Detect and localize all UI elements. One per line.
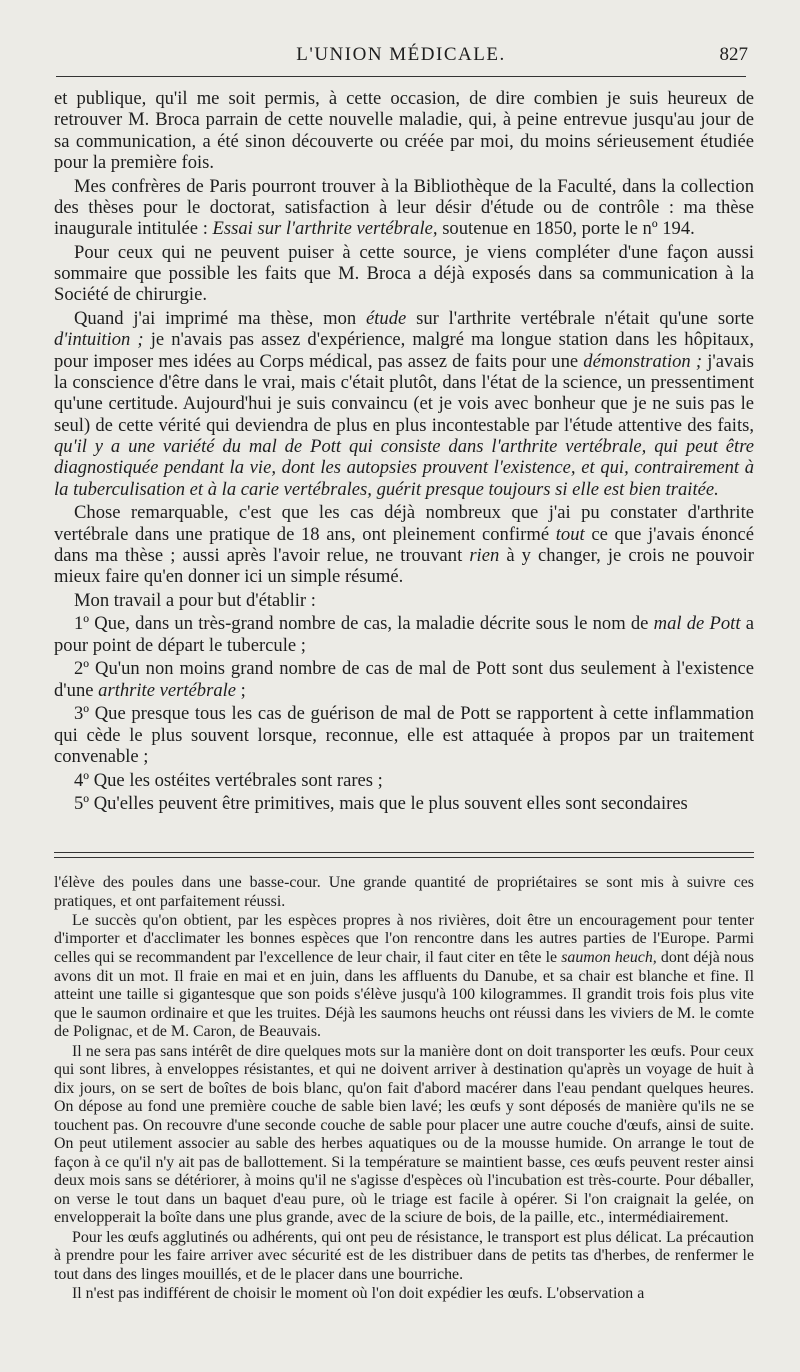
text-run: je n'avais pas assez d'expérience, malgré ma longue station dans les hôpitaux, pour imposer mes idées au Corps médical, pas assez de faits pour une (54, 329, 754, 372)
paragraph-1 (54, 88, 754, 173)
text-run: 5º Qu'elles peuvent être primitives, mais que le plus souvent elles sont secondaires (74, 793, 688, 815)
text-run: l'élève des poules dans une basse-cour. Une grande quantité de propriétaires se sont mis à suivre ces pratiques, et ont parfaitement réussi. (54, 874, 754, 910)
text-run: 4º Que les ostéites vertébrales sont rares ; (74, 769, 383, 791)
paragraph-6 (54, 590, 754, 611)
list-item-1 (54, 613, 754, 656)
text-run: j'avais la conscience d'être dans le vrai, mais c'était plutôt, dans l'état de la science, un pressentiment qu'une certitude. Aujourd'hui je suis convaincu (et je vois avec bonheur que je ne suis pas le seul) de cette vérité qui deviendra de plus en plus incontestable par l'étude attentive des faits, (54, 350, 754, 436)
text-run: Pour les œufs agglutinés ou adhérents, qui ont peu de résistance, le transport est plus délicat. La précaution à prendre pour les faire arriver avec sécurité est de les distribuer dans de petits tas d'herbes, de renfermer le tout dans des linges mouillés, et de le placer dans une bourriche. (54, 1228, 754, 1283)
list-item-4 (54, 770, 754, 791)
text-run: Quand j'ai imprimé ma thèse, mon (74, 308, 367, 330)
italic-run: tout (555, 523, 585, 545)
text-run: Mes confrères de Paris pourront trouver à la Bibliothèque de la Faculté, dans la collection des thèses pour le doctorat, satisfaction à leur désir d'étude ou de contrôle : ma thèse inaugurale intitulée : (54, 175, 754, 240)
paragraph-2 (54, 176, 754, 240)
text-run: Il ne sera pas sans intérêt de dire quelques mots sur la manière dont on doit transporter les œufs. Pour ceux qui sont libres, à enveloppes résistantes, et qui ne doivent arriver à destination qu'après un voyage de huit à dix jours, on se sert de boîtes de bois blanc, qu'on fait d'abord macérer dans l'eau pendant quelques heures. On dépose au fond une première couche de sable bien lavé; les œufs y sont déposés de manière qu'ils ne se touchent pas. On recouvre d'une seconde couche de sable pour placer une autre couche d'œufs, ainsi de suite. On peut utilement associer au sable des herbes aquatiques ou de la mousse humide. On arrange le tout de façon à ce qu'il n'y ait pas de ballottement. Si la température se maintient basse, ces œufs peuvent rester ainsi deux mois sans se détériorer, à moins qu'il ne s'agisse d'espèces où l'incubation est très-courte. Pour déballer, on verse le tout dans un baquet d'eau pure, où le triage est facile à opérer. Si l'on craignait la gelée, on envelopperait la boîte dans une plus grande, avec de la sciure de bois, de la paille, etc., intermédiairement. (54, 1042, 754, 1227)
paragraph-3 (54, 242, 754, 306)
text-run: soutenue en 1850, porte le nº 194. (437, 218, 695, 240)
paragraph-5 (54, 502, 754, 587)
italic-run: arthrite vertébrale (98, 679, 237, 701)
page-header (52, 44, 750, 72)
text-run: à y changer, je crois ne pouvoir mieux faire qu'en donner ici un simple résumé. (54, 544, 754, 588)
text-run: 1º Que, dans un très-grand nombre de cas, la maladie décrite sous le nom de (74, 613, 654, 635)
thesis-title: Essai sur l'arthrite vertébrale, (212, 218, 438, 240)
running-title: L'UNION MÉDICALE. (296, 44, 506, 65)
text-run: Pour ceux qui ne peuvent puiser à cette source, je viens compléter d'une façon aussi sommaire que possible les faits que M. Broca a déjà exposés dans sa communication à la Société de chirurgie. (54, 241, 754, 306)
italic-run: démonstration ; (583, 350, 703, 372)
page-number: 827 (719, 44, 748, 65)
text-run: ce que j'avais énoncé dans ma thèse ; aussi après l'avoir relue, ne trouvant (54, 523, 754, 566)
main-text (54, 88, 754, 817)
list-item-2 (54, 658, 754, 701)
note-paragraph-4 (54, 1229, 754, 1285)
list-item-3 (54, 703, 754, 767)
text-run: dont déjà nous avons dit un mot. Il fraie en mai et en juin, dans les affluents du Danube, et sa chair est blanche et fine. Il atteint une taille si gigantesque que son poids s'élève jusqu'à 100 kilogrammes. Il grandit trois fois plus vite que le saumon ordinaire et que les truites. Déjà les saumons heuchs ont réussi dans les viviers de M. le comte de Polignac, et de M. Caron, de Beauvais. (54, 948, 754, 1041)
text-run: Mon travail a pour but d'établir : (74, 589, 316, 611)
italic-run: mal de Pott (653, 613, 741, 635)
italic-run: étude (366, 308, 407, 330)
note-paragraph-5 (54, 1285, 754, 1304)
text-run: Il n'est pas indifférent de choisir le moment où l'on doit expédier les œufs. L'observation a (72, 1285, 645, 1303)
list-item-5 (54, 793, 754, 814)
feuilleton-separator (54, 852, 754, 858)
paragraph-4 (54, 308, 754, 500)
text-run: 3º Que presque tous les cas de guérison de mal de Pott se rapportent à cette inflammation qui cède le plus souvent lorsque, reconnue, elle est attaquée à propos par un traitement convenable ; (54, 703, 754, 768)
text-run: 2º Qu'un non moins grand nombre de cas de mal de Pott sont dus seulement à l'existence d'une (54, 658, 754, 701)
header-rule (56, 76, 746, 77)
italic-run: qu'il y a une variété du mal de Pott qui consiste dans l'arthrite vertébrale, qui peut être diagnostiquée pendant la vie, dont les autopsies prouvent l'existence, et qui, contrairement à la tuberculisation et à la carie vertébrales, guérit presque toujours si elle est bien traitée. (54, 435, 754, 500)
note-paragraph-2 (54, 912, 754, 1042)
text-run: Chose remarquable, c'est que les cas déjà nombreux que j'ai pu constater d'arthrite vertébrale dans une pratique de 18 ans, ont pleinement confirmé (54, 502, 754, 545)
italic-run: saumon heuch, (561, 948, 657, 966)
text-run: Le succès qu'on obtient, par les espèces propres à nos rivières, doit être un encouragement pour tenter d'importer et d'acclimater les bonnes espèces que l'on rencontre dans les autres parties de l'Europe. Parmi celles qui se recommandent par l'excellence de leur chair, il faut citer en tête le (54, 911, 754, 966)
italic-run: d'intuition ; (54, 329, 144, 351)
feuilleton-text (54, 874, 754, 1305)
italic-run: rien (469, 544, 500, 566)
text-run: et publique, qu'il me soit permis, à cette occasion, de dire combien je suis heureux de retrouver M. Broca parrain de cette nouvelle maladie, qui, à peine entrevue jusqu'au jour de sa communication, a été sinon découverte ou créée par moi, du moins sérieusement étudiée pour la première fois. (54, 88, 754, 173)
text-run: sur l'arthrite vertébrale n'était qu'une sorte (406, 308, 754, 330)
text-run: ; (236, 679, 246, 701)
text-run: a pour point de départ le tubercule ; (54, 613, 754, 656)
note-paragraph-3 (54, 1043, 754, 1228)
note-paragraph-1 (54, 874, 754, 911)
